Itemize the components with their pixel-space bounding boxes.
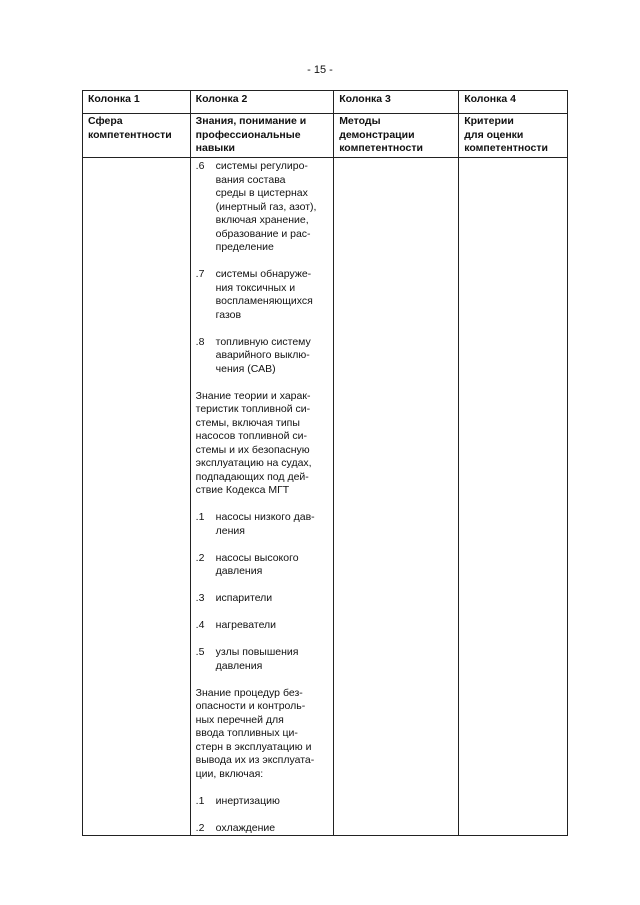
header-row bbox=[83, 114, 568, 158]
list-item: .4 нагреватели bbox=[195, 619, 277, 631]
paragraph: Знание теории и харак- теристик топливной си- стемы, включая типы насосов топливной си- стемы и их безопасную эксплуатацию на судах, подпадающих под дей- ствие Кодекса МГТ bbox=[195, 389, 312, 496]
knowledge-cell bbox=[190, 158, 334, 836]
column-2-label: Колонка 2 bbox=[190, 91, 334, 114]
header-methods: Методы демонстрации компетентности bbox=[334, 114, 459, 158]
competence-area-cell bbox=[83, 158, 191, 836]
column-3-label: Колонка 3 bbox=[334, 91, 459, 114]
list-item: .1 инертизацию bbox=[195, 794, 280, 807]
column-4-label: Колонка 4 bbox=[459, 91, 568, 114]
list-item: .8 топливную систему аварийного выклю- чения (САВ) bbox=[195, 335, 311, 375]
header-knowledge: Знания, понимание и профессиональные навыки bbox=[190, 114, 334, 158]
competence-table bbox=[82, 90, 568, 836]
paragraph: Знание процедур без- опасности и контроль- ных перечней для ввода топливных ци- стерн в эксплуатацию и вывода их из эксплуата- ции, включая: bbox=[195, 686, 315, 780]
page-number: - 15 - bbox=[307, 64, 333, 76]
column-1-label: Колонка 1 bbox=[83, 91, 191, 114]
criteria-cell bbox=[459, 158, 568, 836]
list-item: .2 насосы высокого давления bbox=[195, 551, 299, 577]
list-item: .5 узлы повышения давления bbox=[195, 646, 299, 672]
methods-cell bbox=[334, 158, 459, 836]
header-competence-area: Сфера компетентности bbox=[83, 114, 191, 158]
header-criteria: Критерии для оценки компетентности bbox=[459, 114, 568, 158]
list-item: .7 системы обнаруже- ния токсичных и воспламеняющихся газов bbox=[195, 268, 313, 321]
list-item: .2 охлаждение bbox=[195, 821, 276, 834]
body-row bbox=[83, 158, 568, 836]
list-item: .6 системы регулиро- вания состава среды в цистернах (инертный газ, азот), включая хранение, образование и рас- пределение bbox=[195, 160, 317, 253]
column-number-row bbox=[83, 91, 568, 114]
list-item: .1 насосы низкого дав- ления bbox=[195, 511, 315, 537]
list-item: .3 испарители bbox=[195, 592, 273, 604]
